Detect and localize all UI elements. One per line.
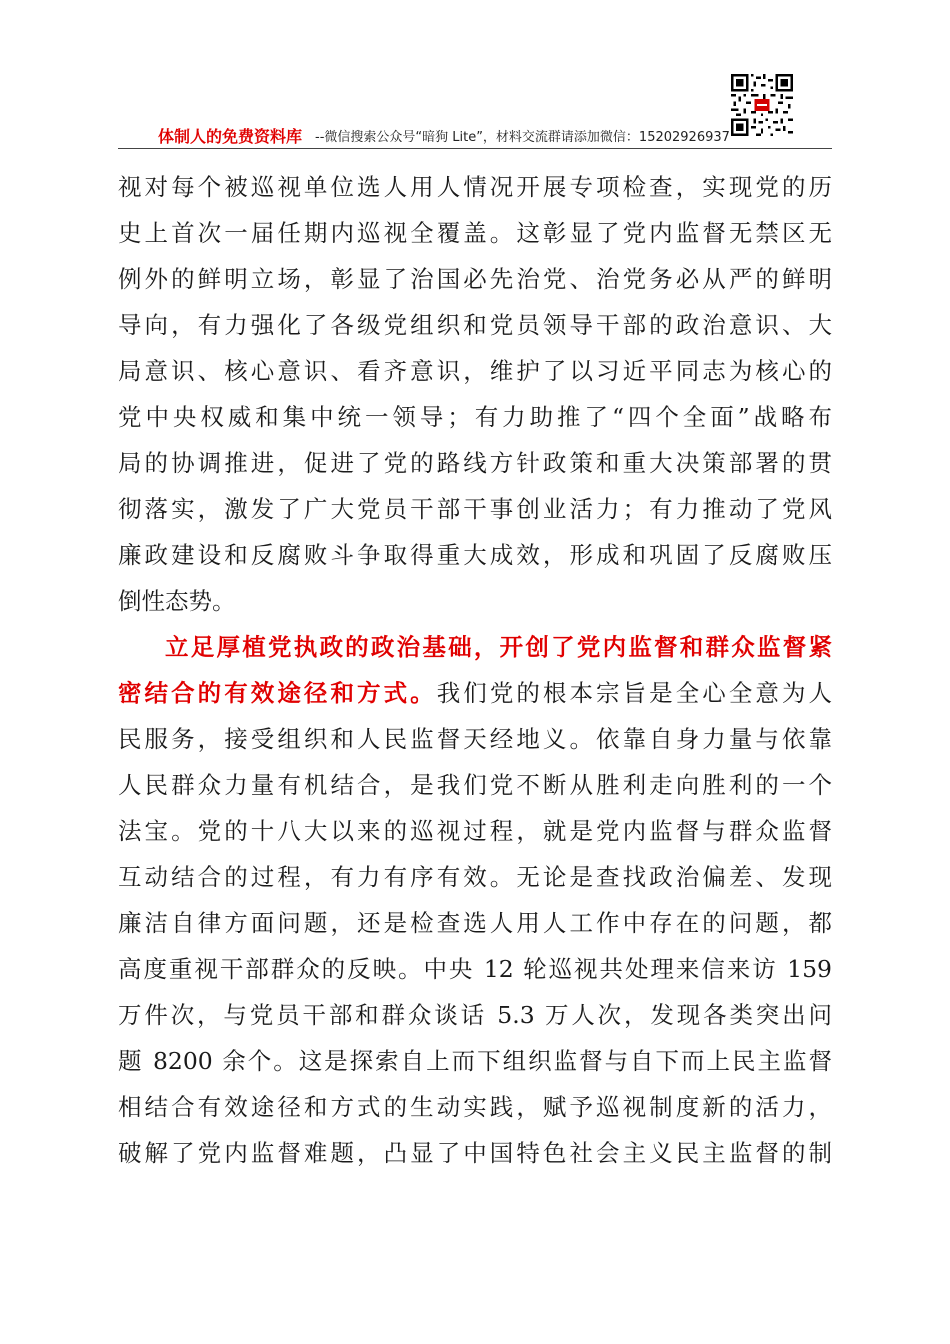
p1-line: 局的协调推进，促进了党的路线方针政策和重大决策部署的贯 — [118, 449, 832, 477]
p2-line: 法宝。党的十八大以来的巡视过程，就是党内监督与群众监督 — [118, 817, 832, 845]
p1-line: 局意识、核心意识、看齐意识，维护了以习近平同志为核心的 — [118, 357, 832, 385]
p1-line: 廉政建设和反腐败斗争取得重大成效，形成和巩固了反腐败压 — [118, 541, 832, 569]
p2-line: 高度重视干部群众的反映。中央 12 轮巡视共处理来信来访 159 — [118, 955, 832, 983]
p2-heading-line-1: 立足厚植党执政的政治基础，开创了党内监督和群众监督紧 — [165, 633, 832, 661]
p2-line: 民服务，接受组织和人民监督天经地义。依靠自身力量与依靠 — [118, 725, 832, 753]
p2-line: 相结合有效途径和方式的生动实践，赋予巡视制度新的活力， — [118, 1093, 832, 1121]
p2-line: 互动结合的过程，有力有序有效。无论是查找政治偏差、发现 — [118, 863, 832, 891]
page-header — [118, 118, 832, 148]
p2-heading-line-2: 密结合的有效途径和方式。 — [118, 679, 437, 707]
p2-line: 破解了党内监督难题，凸显了中国特色社会主义民主监督的制 — [118, 1139, 832, 1167]
p1-line: 史上首次一届任期内巡视全覆盖。这彰显了党内监督无禁区无 — [118, 219, 832, 247]
p1-line: 例外的鲜明立场，彰显了治国必先治党、治党务必从严的鲜明 — [118, 265, 832, 293]
p1-line: 彻落实，激发了广大党员干部干事创业活力；有力推动了党风 — [118, 495, 832, 523]
p2-line: 题 8200 余个。这是探索自上而下组织监督与自下而上民主监督 — [118, 1047, 832, 1075]
qr-code-icon — [731, 74, 793, 136]
p2-line: 万件次，与党员干部和群众谈话 5.3 万人次，发现各类突出问 — [118, 1001, 832, 1029]
p2-line-mixed — [118, 670, 832, 716]
document-body — [118, 164, 832, 1176]
p1-line: 倒性态势。 — [118, 587, 236, 615]
p1-line: 党中央权威和集中统一领导；有力助推了“四个全面”战略布 — [118, 403, 832, 431]
p1-line: 视对每个被巡视单位选人用人情况开展专项检查，实现党的历 — [118, 173, 832, 201]
p2-line-rest: 我们党的根本宗旨是全心全意为人 — [436, 679, 832, 707]
header-brand: 体制人的免费资料库 — [158, 127, 303, 146]
p1-line: 导向，有力强化了各级党组织和党员领导干部的政治意识、大 — [118, 311, 832, 339]
p2-line: 廉洁自律方面问题，还是检查选人用人工作中存在的问题，都 — [118, 909, 832, 937]
header-note: --微信搜索公众号“暗狗 Lite”，材料交流群请添加微信：15202926937 — [315, 130, 730, 145]
header-divider — [118, 148, 832, 149]
p2-line: 人民群众力量有机结合，是我们党不断从胜利走向胜利的一个 — [118, 771, 832, 799]
